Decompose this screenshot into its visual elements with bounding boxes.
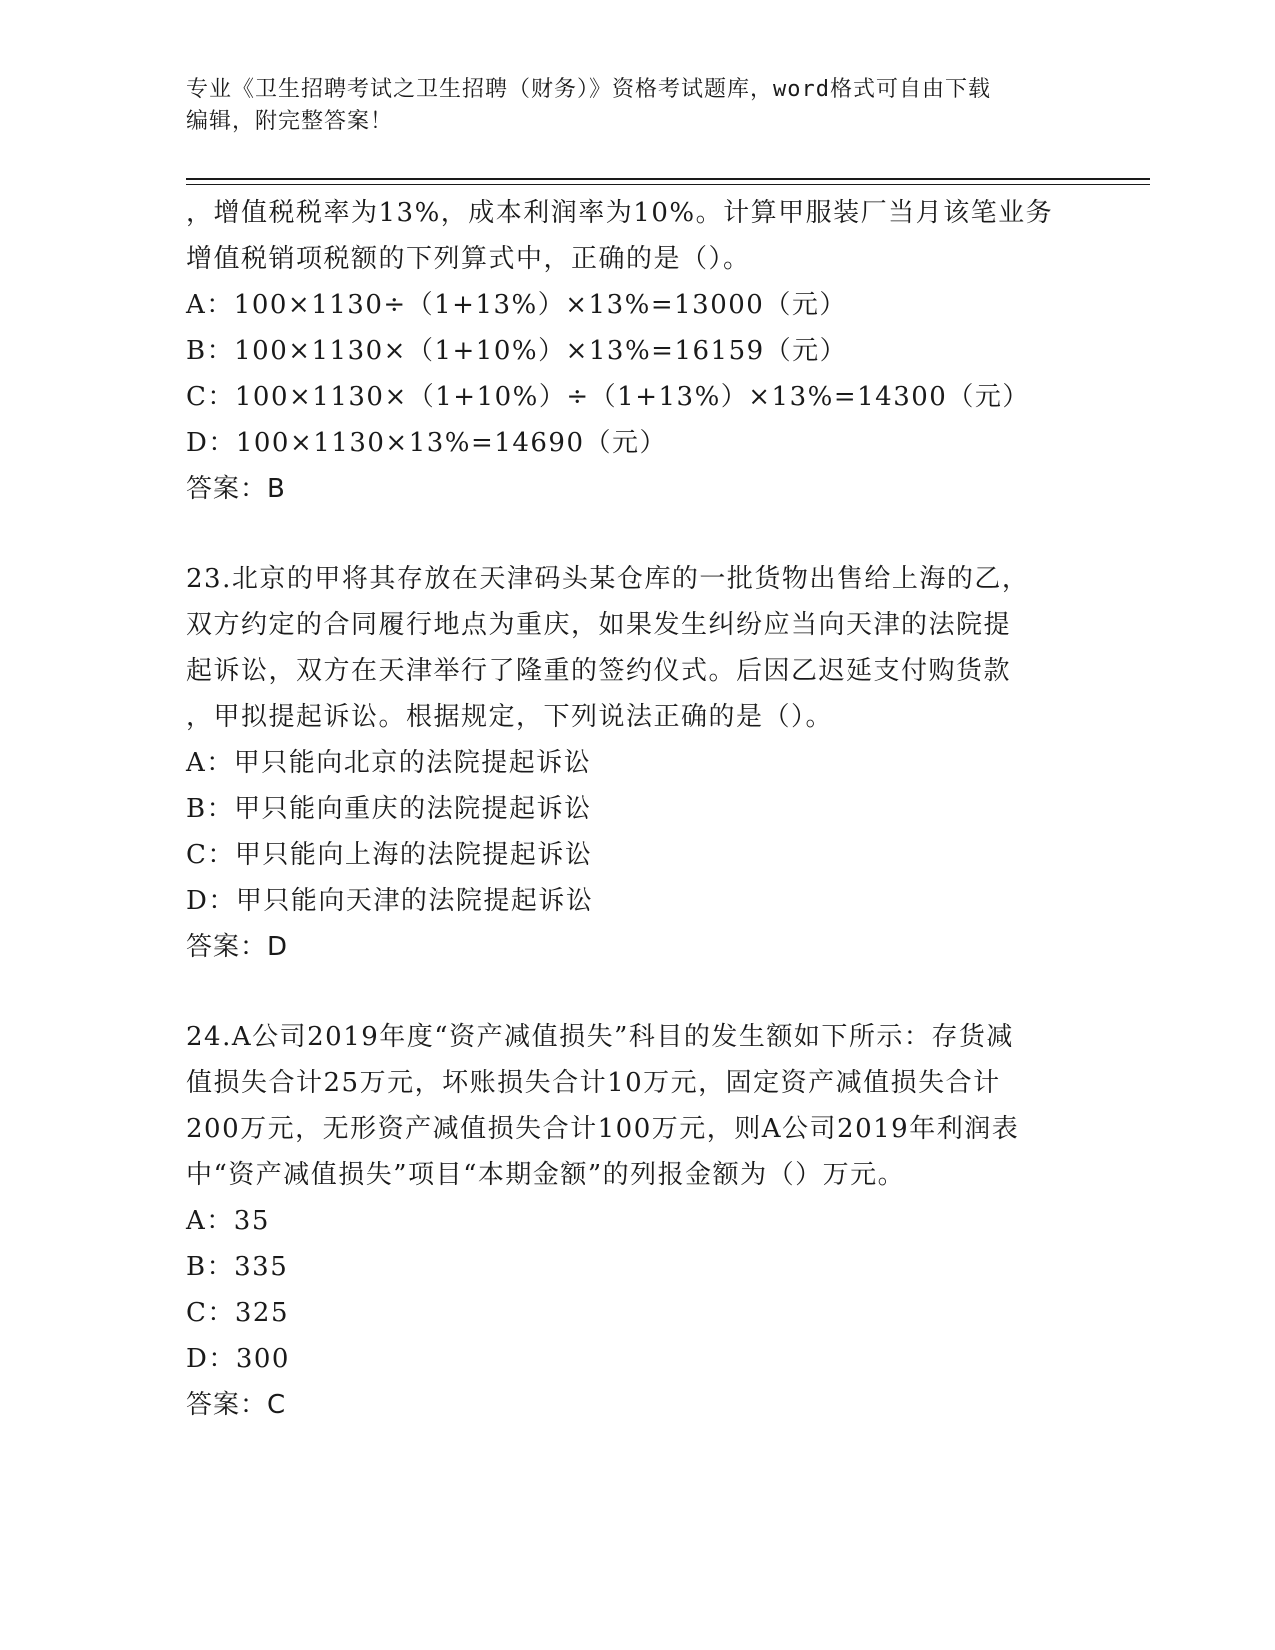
option-d: D：100×1130×13%=14690（元） [186, 428, 667, 458]
question-stem-line: 值损失合计25万元，坏账损失合计10万元，固定资产减值损失合计 [186, 1068, 1001, 1098]
option-b: B：甲只能向重庆的法院提起诉讼 [186, 794, 592, 824]
option-b: B：335 [186, 1252, 289, 1282]
document-header [186, 74, 1086, 138]
question-stem-line: 24.A公司2019年度“资产减值损失”科目的发生额如下所示：存货减 [186, 1022, 1014, 1052]
question-stem-line: ，增值税税率为13%，成本利润率为10%。计算甲服装厂当月该笔业务 [186, 198, 1054, 228]
question-stem-line: 200万元，无形资产减值损失合计100万元，则A公司2019年利润表 [186, 1114, 1020, 1144]
option-c: C：100×1130×（1+10%）÷（1+13%）×13%=14300（元） [186, 382, 1030, 412]
question-22 [186, 190, 1086, 512]
question-24 [186, 1014, 1086, 1428]
option-b: B：100×1130×（1+10%）×13%=16159（元） [186, 336, 848, 366]
header-line-2: 编辑，附完整答案！ [186, 109, 394, 134]
question-list [186, 190, 1086, 1428]
question-23 [186, 556, 1086, 970]
option-d: D：甲只能向天津的法院提起诉讼 [186, 886, 594, 916]
question-stem-line: 中“资产减值损失”项目“本期金额”的列报金额为（）万元。 [186, 1160, 906, 1190]
question-stem-line: ，甲拟提起诉讼。根据规定，下列说法正确的是（）。 [186, 702, 834, 732]
option-a: A：35 [186, 1206, 270, 1236]
question-stem-line: 23.北京的甲将其存放在天津码头某仓库的一批货物出售给上海的乙， [186, 564, 1030, 594]
question-stem-line: 增值税销项税额的下列算式中，正确的是（）。 [186, 244, 751, 274]
spacer [186, 970, 1086, 1014]
option-a: A：甲只能向北京的法院提起诉讼 [186, 748, 592, 778]
question-stem-line: 双方约定的合同履行地点为重庆，如果发生纠纷应当向天津的法院提 [186, 610, 1012, 640]
option-d: D：300 [186, 1344, 290, 1374]
option-c: C：甲只能向上海的法院提起诉讼 [186, 840, 593, 870]
option-c: C：325 [186, 1298, 290, 1328]
spacer [186, 512, 1086, 556]
header-rule-thin [186, 184, 1150, 185]
option-a: A：100×1130÷（1+13%）×13%=13000（元） [186, 290, 847, 320]
question-stem-line: 起诉讼，双方在天津举行了隆重的签约仪式。后因乙迟延支付购货款 [186, 656, 1012, 686]
answer-text: 答案：B [186, 474, 286, 504]
header-rule-thick [186, 178, 1150, 180]
answer-text: 答案：D [186, 932, 289, 962]
header-line-1: 专业《卫生招聘考试之卫生招聘（财务）》资格考试题库，word格式可自由下载 [186, 77, 991, 102]
answer-text: 答案：C [186, 1390, 287, 1420]
